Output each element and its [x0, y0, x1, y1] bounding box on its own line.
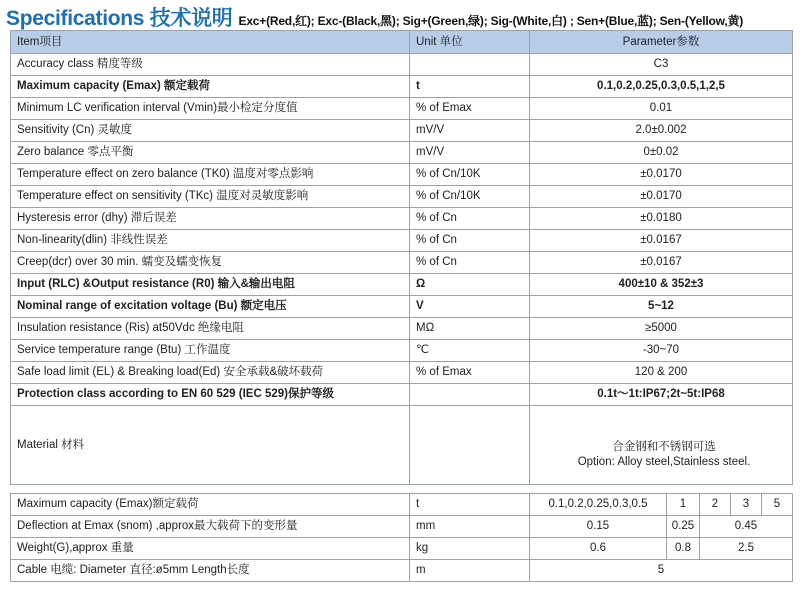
- material-value: [530, 406, 793, 485]
- spec-value: ±0.0170: [530, 164, 793, 186]
- spec-unit: % of Cn: [410, 208, 530, 230]
- spec-row: [11, 142, 793, 164]
- capacity-value-4: 3: [731, 494, 762, 516]
- spec-rows: [11, 54, 793, 406]
- spec-unit: [410, 384, 530, 406]
- spec-row: [11, 76, 793, 98]
- capacity-row: [11, 494, 793, 516]
- spec-row: [11, 54, 793, 76]
- spec-value: 120 & 200: [530, 362, 793, 384]
- page-title: Specifications 技术说明: [6, 7, 233, 30]
- spec-item: Minimum LC verification interval (Vmin)最小检定分度值: [11, 98, 410, 120]
- capacity-item: Maximum capacity (Emax)额定载荷: [11, 494, 410, 516]
- spec-unit: % of Emax: [410, 362, 530, 384]
- header-unit: Unit 单位: [410, 31, 530, 54]
- deflection-row: [11, 516, 793, 538]
- header-item: Item项目: [11, 31, 410, 54]
- spec-value: 0±0.02: [530, 142, 793, 164]
- spec-unit: V: [410, 296, 530, 318]
- spec-row: [11, 340, 793, 362]
- material-row: [11, 406, 793, 485]
- spec-unit: t: [410, 76, 530, 98]
- spec-row: [11, 252, 793, 274]
- spec-value: 0.01: [530, 98, 793, 120]
- spec-row: [11, 274, 793, 296]
- weight-value-3: 2.5: [700, 538, 793, 560]
- weight-item: Weight(G),approx 重量: [11, 538, 410, 560]
- spec-value: 5~12: [530, 296, 793, 318]
- spec-value: 400±10 & 352±3: [530, 274, 793, 296]
- spec-unit: ℃: [410, 340, 530, 362]
- cable-row: [11, 560, 793, 582]
- spec-unit: % of Cn/10K: [410, 164, 530, 186]
- table-header-row: [11, 31, 793, 54]
- capacity-value-5: 5: [762, 494, 793, 516]
- spec-item: Accuracy class 精度等级: [11, 54, 410, 76]
- spec-value: 2.0±0.002: [530, 120, 793, 142]
- spec-item: Protection class according to EN 60 529 (IEC 529)保护等级: [11, 384, 410, 406]
- spec-row: [11, 296, 793, 318]
- weight-value-2: 0.8: [667, 538, 700, 560]
- capacity-value-2: 1: [667, 494, 700, 516]
- spec-title-bar: [6, 2, 796, 28]
- spec-row: [11, 120, 793, 142]
- header-parameter: Parameter参数: [530, 31, 793, 54]
- capacity-sizes-table: [10, 493, 793, 582]
- material-item: Material 材料: [11, 406, 410, 485]
- spec-unit: % of Cn: [410, 230, 530, 252]
- spec-item: Hysteresis error (dhy) 滞后误差: [11, 208, 410, 230]
- spec-row: [11, 164, 793, 186]
- cable-item: Cable 电缆: Diameter 直径:ø5mm Length长度: [11, 560, 410, 582]
- spec-item: Maximum capacity (Emax) 额定载荷: [11, 76, 410, 98]
- spec-item: Safe load limit (EL) & Breaking load(Ed) 安全承载&破坏载荷: [11, 362, 410, 384]
- wire-color-legend: Exc+(Red,红); Exc-(Black,黑); Sig+(Green,绿); Sig-(White,白) ; Sen+(Blue,蓝); Sen-(Yellow,黄): [238, 14, 744, 28]
- spec-item: Service temperature range (Btu) 工作温度: [11, 340, 410, 362]
- cable-value: 5: [530, 560, 793, 582]
- spec-row: [11, 208, 793, 230]
- capacity-unit: t: [410, 494, 530, 516]
- cable-unit: m: [410, 560, 530, 582]
- spec-value: -30~70: [530, 340, 793, 362]
- deflection-value-2: 0.25: [667, 516, 700, 538]
- spec-value: ±0.0167: [530, 230, 793, 252]
- spec-item: Sensitivity (Cn) 灵敏度: [11, 120, 410, 142]
- spec-unit: mV/V: [410, 120, 530, 142]
- material-value-en: Option: Alloy steel,Stainless steel.: [577, 456, 751, 468]
- spec-row: [11, 384, 793, 406]
- deflection-value-1: 0.15: [530, 516, 667, 538]
- spec-item: Temperature effect on sensitivity (TKc) 温度对灵敏度影响: [11, 186, 410, 208]
- spec-row: [11, 186, 793, 208]
- spec-value: C3: [530, 54, 793, 76]
- spec-value: 0.1t～1t:IP67;2t~5t:IP68: [530, 384, 793, 406]
- spec-item: Nominal range of excitation voltage (Bu) 额定电压: [11, 296, 410, 318]
- spec-value: ±0.0167: [530, 252, 793, 274]
- weight-unit: kg: [410, 538, 530, 560]
- spec-value: 0.1,0.2,0.25,0.3,0.5,1,2,5: [530, 76, 793, 98]
- spec-row: [11, 318, 793, 340]
- deflection-item: Deflection at Emax (snom) ,approx最大载荷下的变形量: [11, 516, 410, 538]
- material-value-cn: 合金钢和不锈钢可选: [612, 441, 716, 453]
- material-unit: [410, 406, 530, 485]
- deflection-unit: mm: [410, 516, 530, 538]
- weight-row: [11, 538, 793, 560]
- capacity-value-1: 0.1,0.2,0.25,0.3,0.5: [530, 494, 667, 516]
- spec-row: [11, 362, 793, 384]
- spec-item: Temperature effect on zero balance (TK0) 温度对零点影响: [11, 164, 410, 186]
- spec-unit: mV/V: [410, 142, 530, 164]
- weight-value-1: 0.6: [530, 538, 667, 560]
- specifications-table: [10, 30, 793, 485]
- deflection-value-3: 0.45: [700, 516, 793, 538]
- spec-unit: % of Emax: [410, 98, 530, 120]
- spec-unit: [410, 54, 530, 76]
- spec-item: Input (RLC) &Output resistance (R0) 输入&输出电阻: [11, 274, 410, 296]
- spec-value: ±0.0170: [530, 186, 793, 208]
- spec-unit: % of Cn: [410, 252, 530, 274]
- spec-value: ±0.0180: [530, 208, 793, 230]
- spec-item: Non-linearity(dlin) 非线性误差: [11, 230, 410, 252]
- spec-unit: MΩ: [410, 318, 530, 340]
- spec-row: [11, 230, 793, 252]
- spec-unit: Ω: [410, 274, 530, 296]
- spec-item: Insulation resistance (Ris) at50Vdc 绝缘电阻: [11, 318, 410, 340]
- spec-unit: % of Cn/10K: [410, 186, 530, 208]
- capacity-value-3: 2: [700, 494, 731, 516]
- spec-row: [11, 98, 793, 120]
- spec-item: Zero balance 零点平衡: [11, 142, 410, 164]
- spec-item: Creep(dcr) over 30 min. 蠕变及蠕变恢复: [11, 252, 410, 274]
- spec-value: ≥5000: [530, 318, 793, 340]
